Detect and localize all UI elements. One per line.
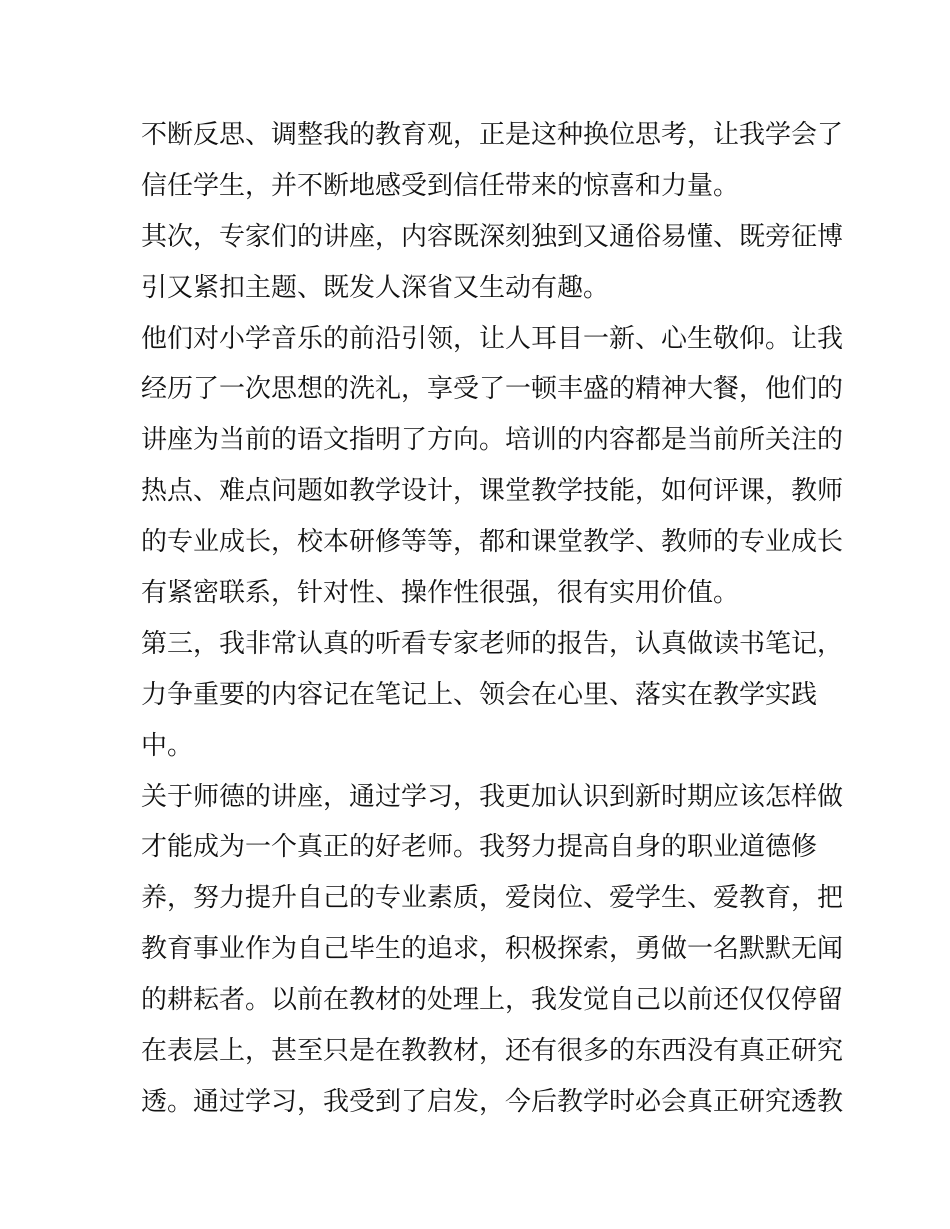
text-line: 中。 — [141, 730, 194, 761]
text-line: 养，努力提升自己的专业素质，爱岗位、爱学生、爱教育，把 — [141, 883, 844, 914]
text-line: 透。通过学习，我受到了启发，今后教学时必会真正研究透教 — [141, 1086, 844, 1117]
text-line: 有紧密联系，针对性、操作性很强，很有实用价值。 — [141, 578, 740, 609]
text-line: 热点、难点问题如教学设计，课堂教学技能，如何评课，教师 — [141, 476, 844, 507]
text-line: 的专业成长，校本研修等等，都和课堂教学、教师的专业成长 — [141, 527, 844, 558]
text-line: 经历了一次思想的洗礼，享受了一顿丰盛的精神大餐，他们的 — [141, 374, 844, 405]
text-line: 其次，专家们的讲座，内容既深刻独到又通俗易懂、既旁征博 — [141, 221, 844, 252]
text-line: 他们对小学音乐的前沿引领，让人耳目一新、心生敬仰。让我 — [141, 323, 844, 354]
text-line: 引又紧扣主题、既发人深省又生动有趣。 — [141, 272, 610, 303]
text-line: 不断反思、调整我的教育观，正是这种换位思考，让我学会了 — [141, 120, 844, 150]
body-text — [141, 110, 844, 1128]
text-line: 力争重要的内容记在笔记上、领会在心里、落实在教学实践 — [141, 679, 818, 710]
text-line: 关于师德的讲座，通过学习，我更加认识到新时期应该怎样做 — [141, 781, 844, 812]
text-line: 信任学生，并不断地感受到信任带来的惊喜和力量。 — [141, 170, 740, 201]
text-line: 教育事业作为自己毕生的追求，积极探索，勇做一名默默无闻 — [141, 934, 844, 965]
text-line: 才能成为一个真正的好老师。我努力提高自身的职业道德修 — [141, 832, 818, 863]
text-line: 第三，我非常认真的听看专家老师的报告，认真做读书笔记， — [141, 628, 844, 659]
text-line: 讲座为当前的语文指明了方向。培训的内容都是当前所关注的 — [141, 425, 844, 456]
text-line: 在表层上，甚至只是在教教材，还有很多的东西没有真正研究 — [141, 1036, 844, 1067]
text-line: 的耕耘者。以前在教材的处理上，我发觉自己以前还仅仅停留 — [141, 985, 844, 1016]
